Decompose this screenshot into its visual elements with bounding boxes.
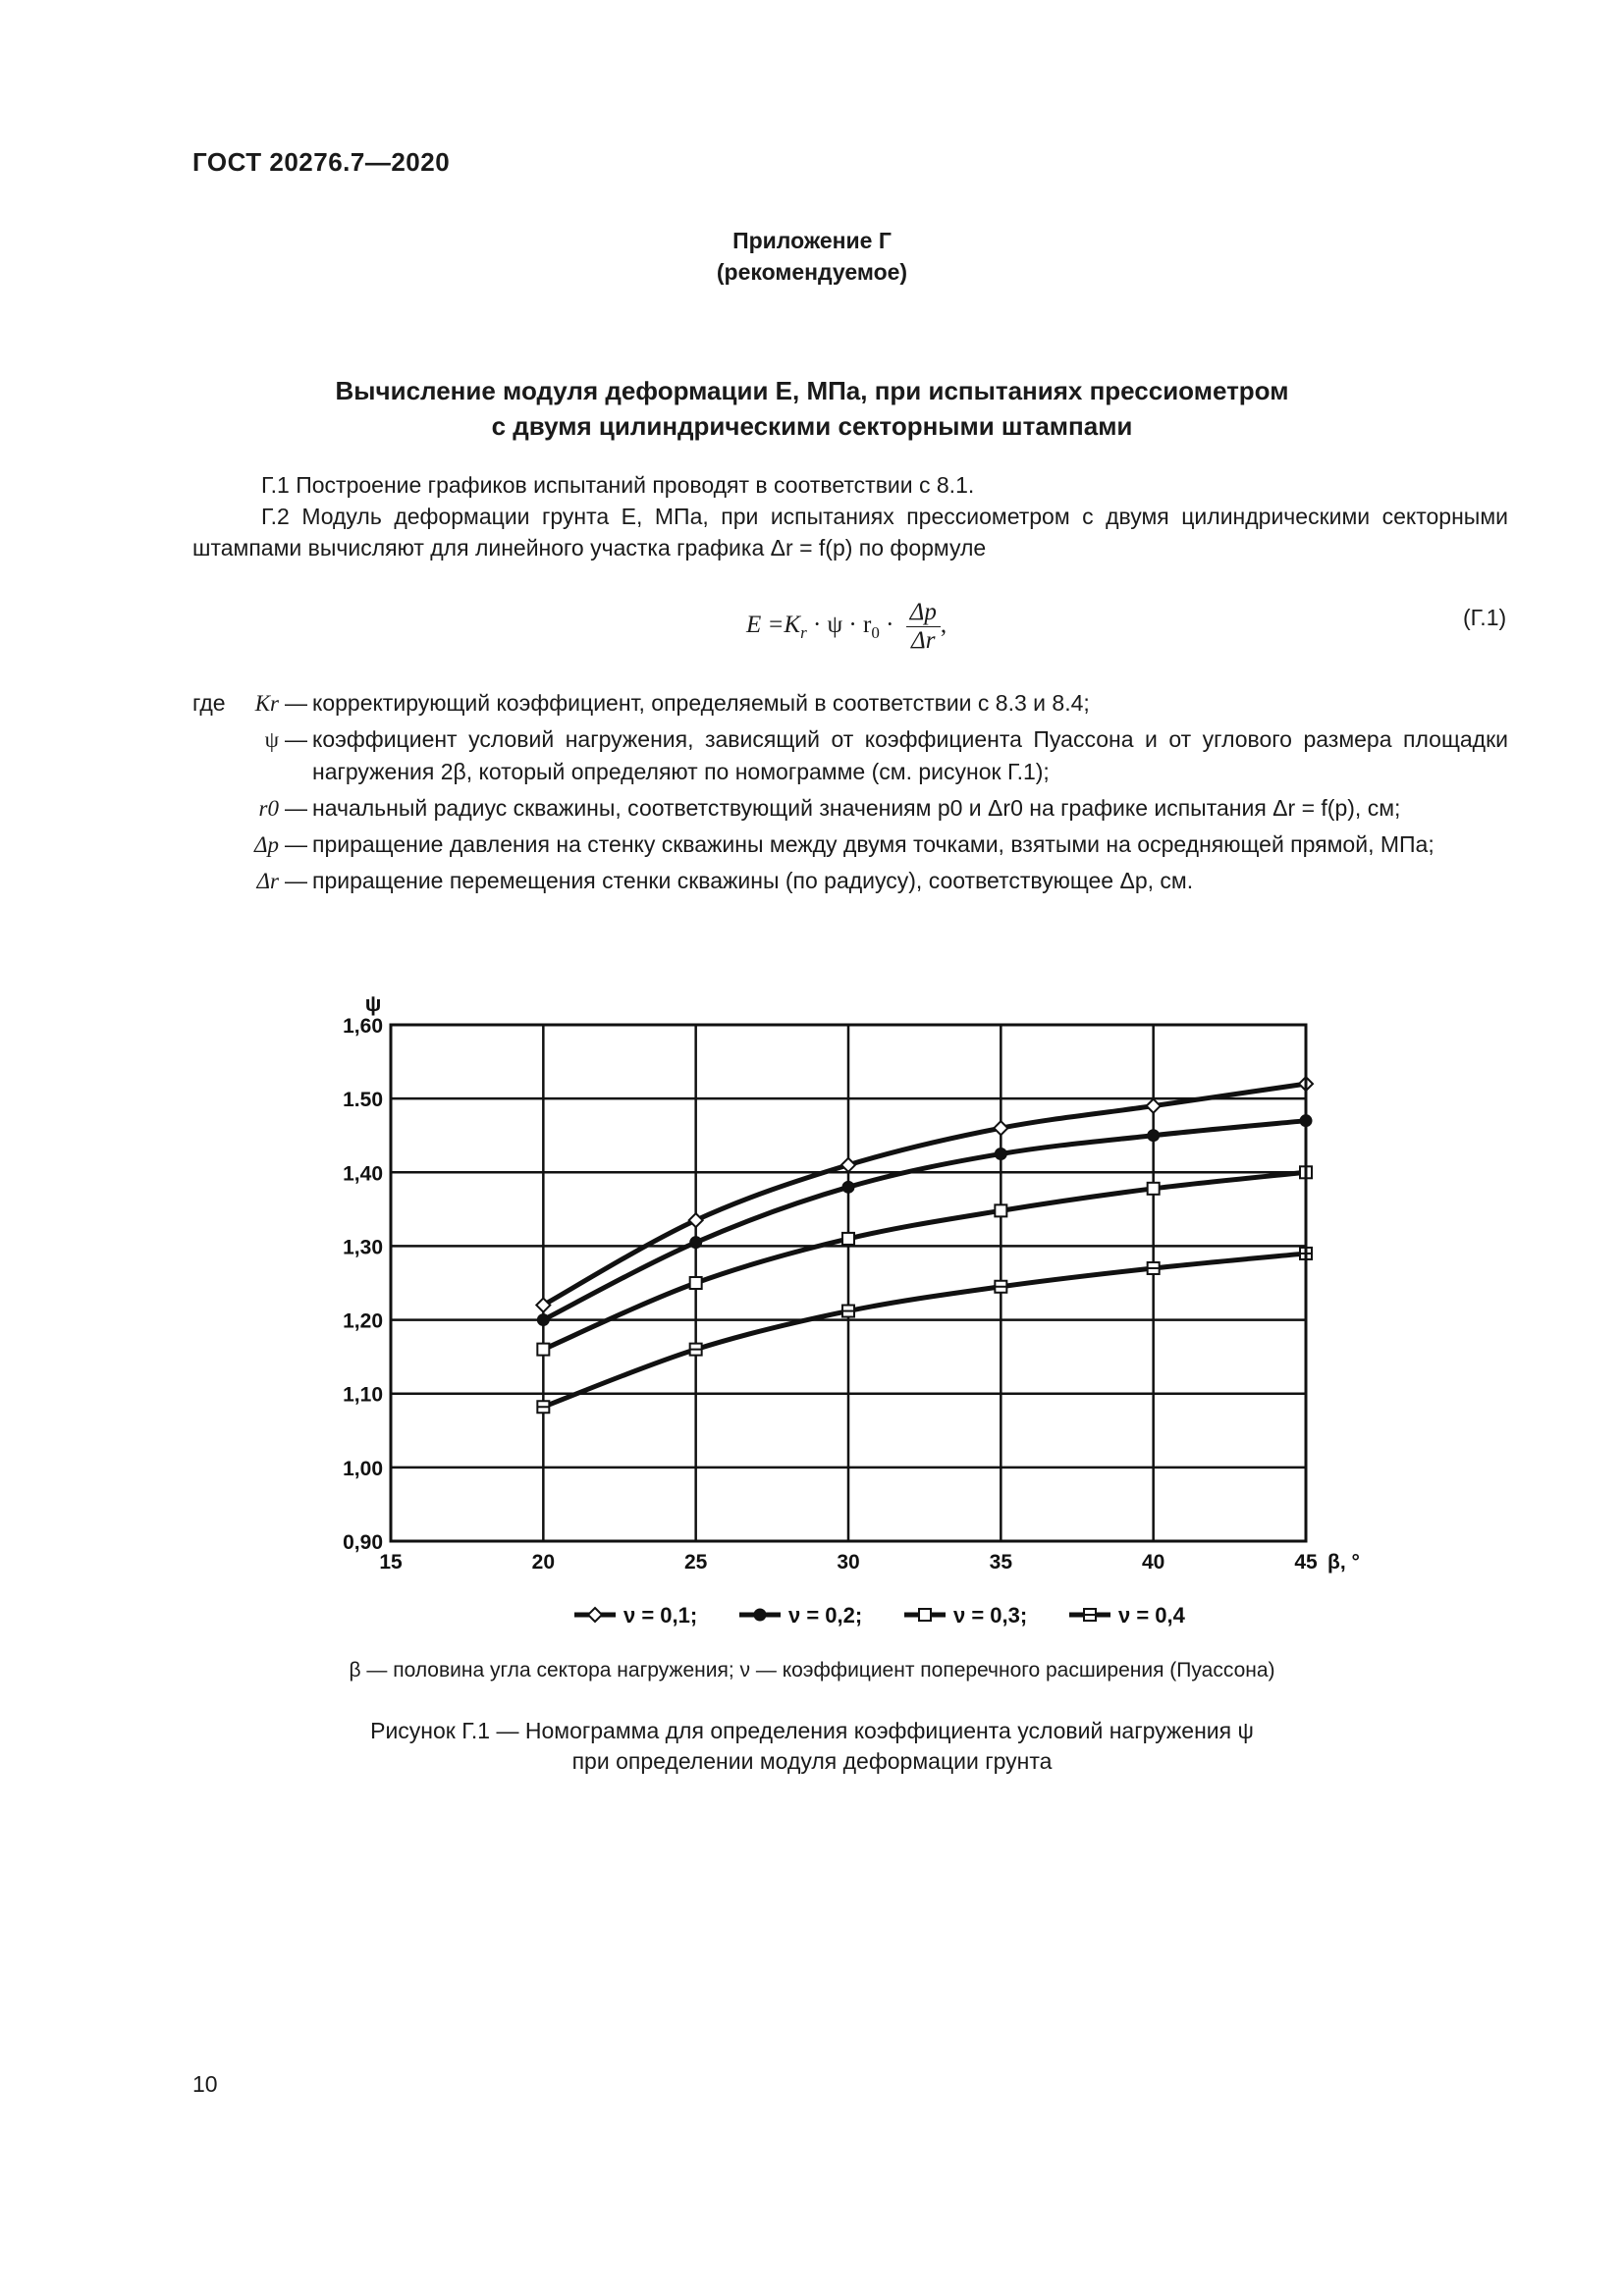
definition-symbol: Δr (256, 869, 279, 893)
definition-item (192, 792, 1508, 825)
x-tick-label: 25 (683, 1551, 708, 1574)
series-line (543, 1121, 1306, 1320)
data-point-marker (841, 1158, 855, 1172)
formula-fraction (906, 599, 941, 655)
figure-caption-line1: Рисунок Г.1 — Номограмма для определения коэффициента условий нагружения ψ (370, 1718, 1254, 1743)
data-point-marker (754, 1609, 766, 1621)
series-line (543, 1254, 1306, 1407)
definition-item (192, 687, 1508, 720)
formula-numerator: Δp (906, 599, 941, 627)
document-header: ГОСТ 20276.7—2020 (192, 147, 451, 177)
data-point-marker (995, 1204, 1006, 1216)
paragraph-g2: Г.2 Модуль деформации грунта E, МПа, при испытаниях прессиометром с двумя цилиндрическими секторными штампами вычисляют для линейного участка графика Δr = f(p) по формуле (192, 504, 1508, 561)
series-line (543, 1084, 1306, 1305)
definition-symbol: r0 (258, 796, 279, 821)
definition-text: начальный радиус скважины, соответствующий значениям p0 и Δr0 на графике испытания Δr = f(p), см; (312, 795, 1401, 821)
section-title-line1: Вычисление модуля деформации E, МПа, при испытаниях прессиометром (335, 376, 1289, 405)
appendix-title: Приложение Г (732, 228, 892, 253)
y-axis-label: ψ (364, 991, 382, 1016)
data-point-marker (842, 1233, 854, 1245)
data-point-marker (1148, 1183, 1160, 1195)
y-tick-label: 1,60 (343, 1015, 383, 1038)
data-point-marker (1147, 1099, 1161, 1113)
nomogram-chart (324, 982, 1404, 1649)
figure-note: β — половина угла сектора нагружения; ν — коэффициент поперечного расширения (Пуассона) (349, 1659, 1275, 1682)
y-tick-label: 1,10 (343, 1383, 383, 1407)
formula-number: (Г.1) (1463, 605, 1507, 630)
formula-mid: · ψ · r (806, 612, 872, 639)
legend-label: ν = 0,4 (1118, 1603, 1185, 1628)
data-point-marker (588, 1608, 602, 1622)
figure-caption-line2: при определении модуля деформации грунта (571, 1748, 1053, 1774)
legend-label: ν = 0,2; (788, 1603, 863, 1628)
data-point-marker (537, 1314, 549, 1326)
definition-text: приращение перемещения стенки скважины (по радиусу), соответствующее Δp, см. (312, 868, 1194, 893)
x-tick-label: 20 (531, 1551, 556, 1574)
legend-label: ν = 0,1; (623, 1603, 698, 1628)
y-tick-label: 1,20 (343, 1309, 383, 1333)
y-tick-label: 1.50 (343, 1089, 383, 1112)
formula-sub-0: 0 (871, 623, 880, 643)
formula-g1 (746, 599, 947, 655)
data-point-marker (919, 1609, 931, 1621)
x-tick-label: 40 (1141, 1551, 1165, 1574)
legend-label: ν = 0,3; (953, 1603, 1028, 1628)
y-tick-label: 1,30 (343, 1236, 383, 1259)
y-tick-label: 1,40 (343, 1162, 383, 1186)
page-number: 10 (192, 2071, 218, 2097)
section-title-line2: с двумя цилиндрическими секторными штампами (491, 411, 1133, 441)
x-tick-label: 35 (989, 1551, 1013, 1574)
formula-dot: · (879, 612, 894, 639)
definition-dash: — (285, 795, 307, 821)
y-tick-label: 1,00 (343, 1457, 383, 1480)
formula-comma: , (940, 612, 947, 639)
formula-denominator: Δr (911, 627, 936, 654)
x-tick-label: 15 (379, 1551, 403, 1574)
definitions-list (192, 687, 1508, 901)
x-tick-label: 30 (837, 1551, 860, 1574)
x-axis-label: β, ° (1327, 1551, 1360, 1574)
definitions-lead: где (192, 690, 226, 716)
definition-symbol: Δp (254, 832, 279, 857)
formula-sub-r: r (800, 623, 807, 643)
definition-symbol: ψ (264, 727, 279, 752)
data-point-marker (842, 1181, 854, 1193)
appendix-status: (рекомендуемое) (716, 259, 908, 285)
y-tick-label: 0,90 (343, 1531, 383, 1554)
data-point-marker (995, 1148, 1006, 1160)
data-point-marker (690, 1277, 702, 1289)
paragraph-g1: Г.1 Построение графиков испытаний проводят в соответствии с 8.1. (261, 472, 975, 498)
data-point-marker (994, 1121, 1007, 1135)
definition-text: приращение давления на стенку скважины между двумя точками, взятыми на осредняющей прямой, МПа; (312, 831, 1435, 857)
data-point-marker (1148, 1130, 1160, 1142)
definition-item (192, 865, 1508, 897)
formula-lhs: E =K (746, 612, 801, 639)
definition-dash: — (285, 690, 307, 716)
definition-dash: — (285, 726, 307, 752)
x-tick-label: 45 (1294, 1551, 1318, 1574)
definition-dash: — (285, 868, 307, 893)
definition-item (192, 828, 1508, 861)
definition-text: корректирующий коэффициент, определяемый в соответствии с 8.3 и 8.4; (312, 690, 1090, 716)
definition-symbol: Kr (254, 691, 279, 716)
definition-item (192, 723, 1508, 788)
data-point-marker (690, 1237, 702, 1249)
definition-text: коэффициент условий нагружения, зависящий от коэффициента Пуассона и от углового размера площадки нагружения 2β, который определяют по номограмме (см. рисунок Г.1); (312, 726, 1508, 784)
definition-dash: — (285, 831, 307, 857)
data-point-marker (537, 1344, 549, 1356)
